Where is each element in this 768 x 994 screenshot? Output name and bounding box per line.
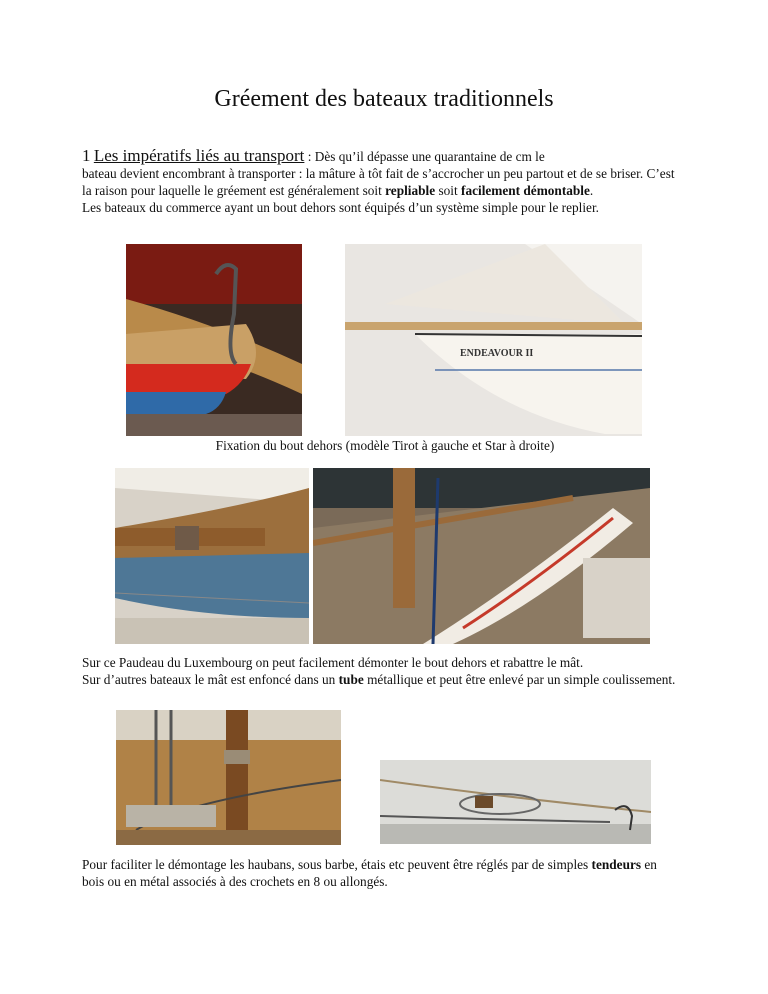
- photo-star-bowsprit: [345, 244, 642, 436]
- photo-turnbuckle: [380, 760, 651, 844]
- section-1-paragraph: [82, 147, 682, 216]
- tendeurs-text-2: en bois ou en métal associés à des crochets en 8 ou allongés.: [82, 857, 657, 889]
- bold-demontable: facilement démontable: [461, 183, 590, 198]
- section-text-4: Les bateaux du commerce ayant un bout dehors sont équipés d’un système simple pour le replier.: [82, 200, 599, 215]
- photo-paudeau-bowsprit: [115, 468, 309, 644]
- paudeau-text-2: métallique et peut être enlevé par un simple coulissement.: [363, 672, 676, 687]
- photo-paudeau-mast: [313, 468, 650, 644]
- tendeurs-paragraph: [82, 856, 682, 890]
- section-text-1: bateau devient encombrant à transporter : la mâture à tôt fait de s’accrocher un peu partout et de se briser. C’est la raison pour laquelle le gréement est généralement soit: [82, 166, 675, 198]
- photo-tirot-bowsprit: [126, 244, 302, 436]
- bold-tube: tube: [338, 672, 364, 687]
- section-lead: : Dès qu’il dépasse une quarantaine de cm le: [304, 149, 545, 164]
- bold-tendeurs: tendeurs: [591, 857, 642, 872]
- page-title: Gréement des bateaux traditionnels: [214, 86, 554, 112]
- paudeau-paragraph: [82, 654, 682, 688]
- photo-mast-tube: [116, 710, 341, 845]
- paudeau-text-1: Sur d’autres bateaux le mât est enfoncé dans un: [82, 672, 339, 687]
- paudeau-line1: Sur ce Paudeau du Luxembourg on peut facilement démonter le bout dehors et rabattre le mât.: [82, 655, 584, 670]
- section-number: 1: [82, 146, 91, 165]
- bold-repliable: repliable: [385, 183, 436, 198]
- section-heading: Les impératifs liés au transport: [93, 146, 305, 165]
- hull-name-text: ENDEAVOUR II: [460, 348, 534, 359]
- section-text-2: soit: [435, 183, 462, 198]
- section-text-3: .: [589, 183, 594, 198]
- tendeurs-text-1: Pour faciliter le démontage les haubans, sous barbe, étais etc peuvent être réglés par de simples: [82, 857, 592, 872]
- caption-row1: Fixation du bout dehors (modèle Tirot à gauche et Star à droite): [215, 438, 555, 453]
